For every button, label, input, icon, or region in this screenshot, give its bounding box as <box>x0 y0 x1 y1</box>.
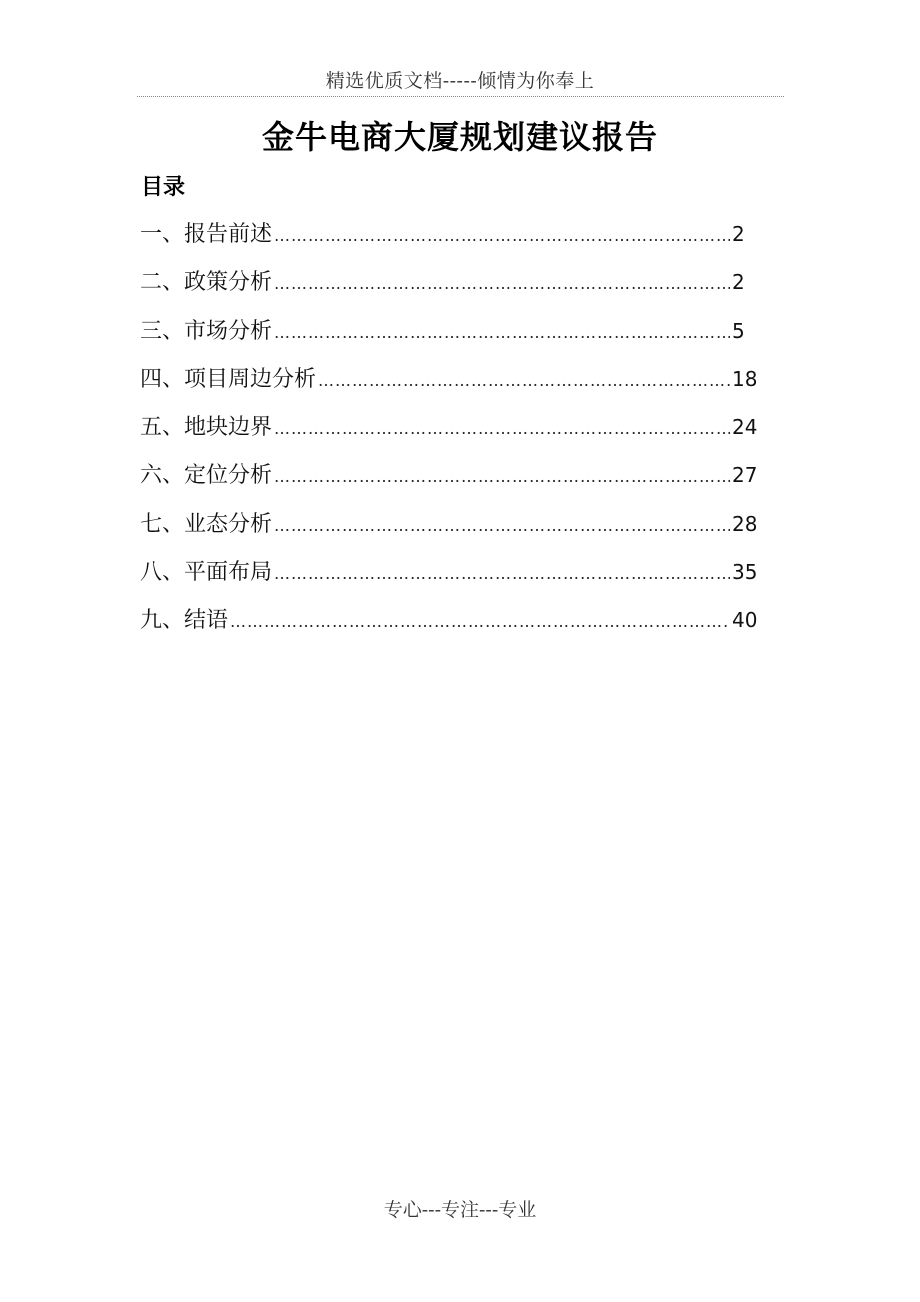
toc-dot-leader <box>274 212 730 260</box>
toc-entry-page: 40 <box>732 608 758 633</box>
toc-entry-label: 三、市场分析 <box>140 318 273 344</box>
toc-entry[interactable] <box>140 451 760 499</box>
toc-dot-leader <box>274 260 730 308</box>
toc-entry-label: 一、报告前述 <box>140 222 273 247</box>
toc-dot-leader <box>274 405 730 453</box>
toc-entry-label: 八、平面布局 <box>140 560 273 586</box>
toc-entry-page: 27 <box>732 463 758 488</box>
toc-entry-label: 四、项目周边分析 <box>140 366 317 392</box>
toc-entry[interactable] <box>140 500 760 548</box>
toc-entry-label: 五、地块边界 <box>140 415 273 441</box>
toc-dot-leader <box>274 550 730 598</box>
header-divider <box>137 96 784 97</box>
document-title: 金牛电商大厦规划建议报告 <box>261 118 658 156</box>
toc-entry[interactable] <box>140 210 760 258</box>
toc-entry[interactable] <box>140 355 760 403</box>
page-footer: 专心---专注---专业 <box>383 1199 537 1221</box>
toc-entry-label: 六、定位分析 <box>140 463 273 489</box>
toc-entry[interactable] <box>140 596 760 644</box>
toc-dot-leader <box>230 598 730 646</box>
toc-entry[interactable] <box>140 403 760 451</box>
page-header: 精选优质文档-----倾情为你奉上 <box>325 70 595 92</box>
toc-entry-page: 2 <box>732 222 745 246</box>
toc-entry-page: 5 <box>732 318 745 343</box>
toc-entry[interactable] <box>140 307 760 355</box>
toc-entry-page: 24 <box>732 415 758 440</box>
toc-dot-leader <box>274 453 730 501</box>
toc-entry[interactable] <box>140 258 760 306</box>
toc-heading: 目录 <box>141 175 186 200</box>
table-of-contents <box>140 210 760 645</box>
toc-entry-label: 七、业态分析 <box>140 511 273 537</box>
toc-entry-page: 28 <box>732 511 758 536</box>
toc-entry-page: 35 <box>732 560 758 585</box>
toc-entry-page: 2 <box>732 270 745 295</box>
toc-dot-leader <box>318 357 730 405</box>
toc-dot-leader <box>274 309 730 357</box>
toc-entry-label: 九、结语 <box>140 608 229 634</box>
toc-entry-page: 18 <box>732 366 758 391</box>
toc-entry-label: 二、政策分析 <box>140 270 273 296</box>
toc-entry[interactable] <box>140 548 760 596</box>
toc-dot-leader <box>274 502 730 550</box>
